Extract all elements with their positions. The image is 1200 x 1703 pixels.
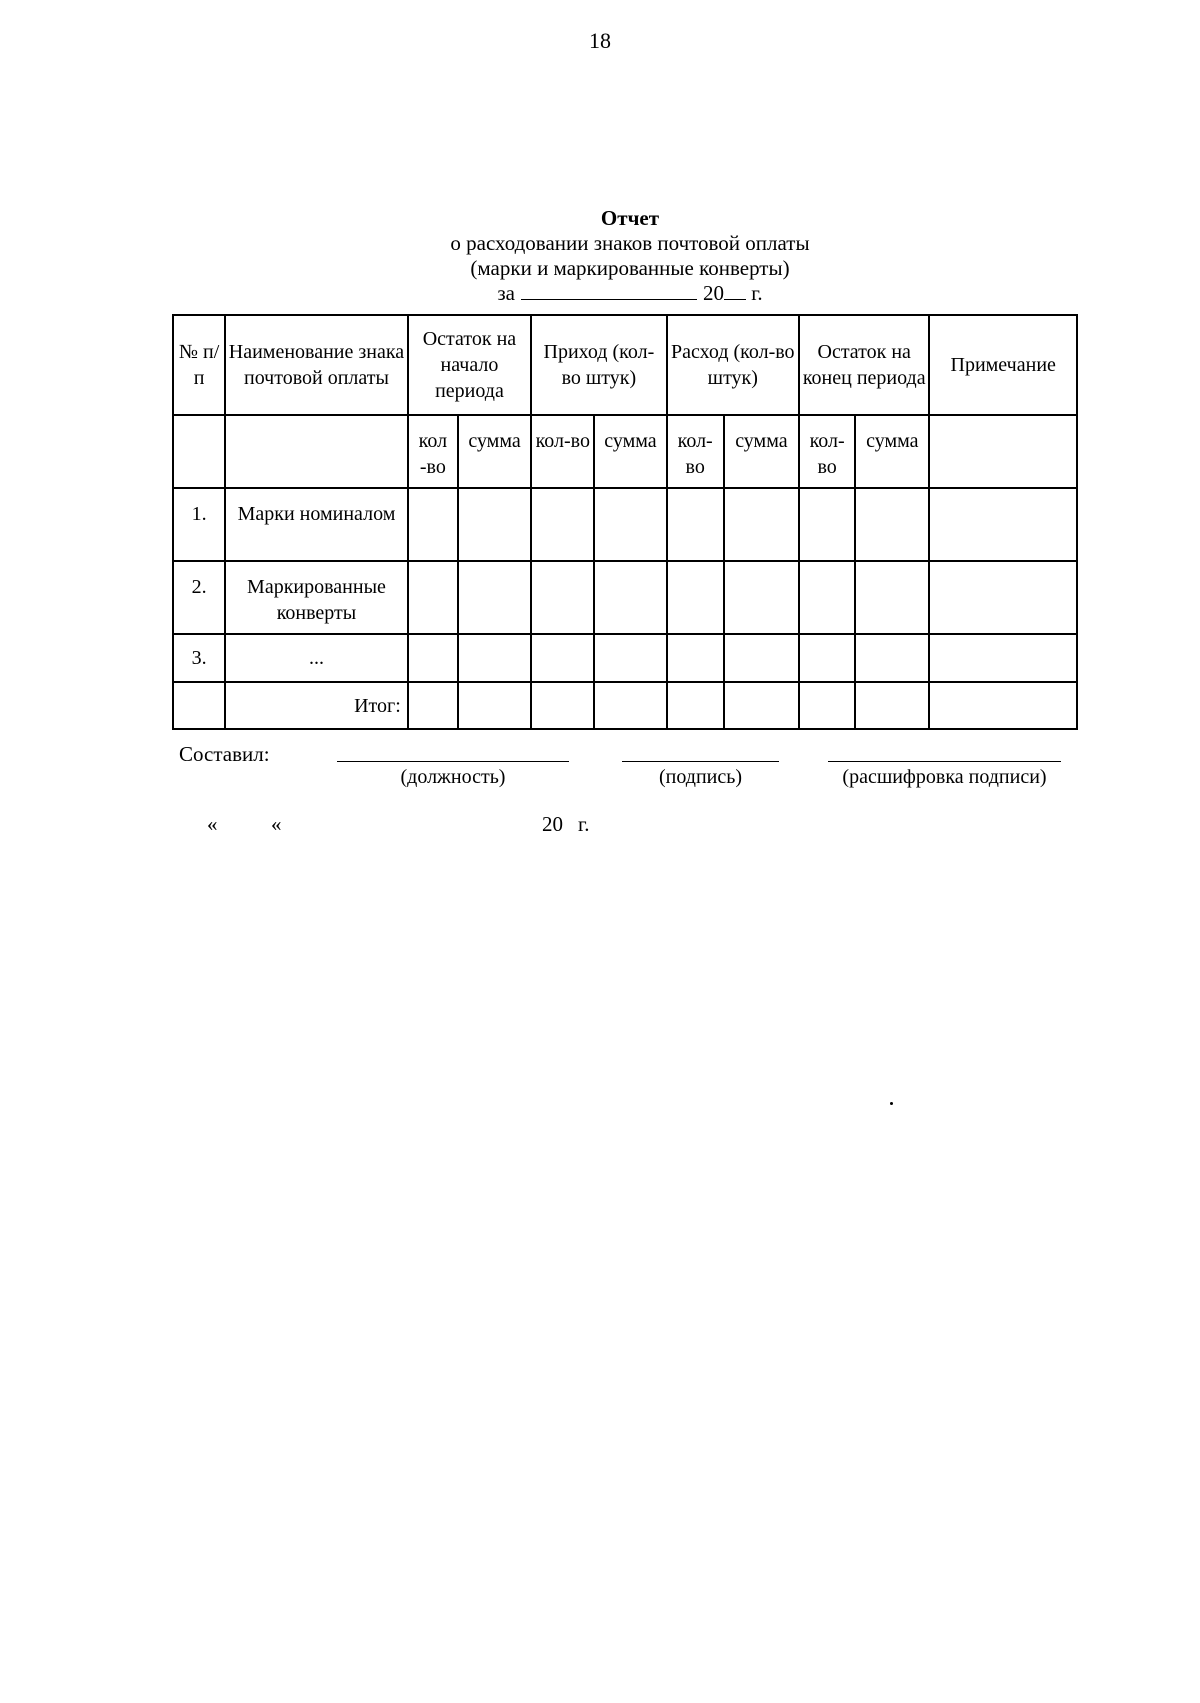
header-start-balance: Остаток на начало периода [408, 315, 531, 415]
subheader-start-sum: сумма [458, 415, 531, 488]
row-cell [799, 488, 855, 561]
report-title-block [390, 206, 870, 306]
row-cell [855, 682, 929, 729]
row-name: Марки номиналом [225, 488, 408, 561]
date-year: 20 [542, 812, 563, 836]
row-cell [724, 634, 799, 682]
row-cell [594, 682, 666, 729]
header-note: Примечание [929, 315, 1077, 415]
subheader-end-qty: кол-во [799, 415, 855, 488]
report-subtitle-line1: о расходовании знаков почтовой оплаты [450, 231, 810, 255]
subheader-income-sum: сумма [594, 415, 666, 488]
subheader-row [173, 415, 1077, 488]
total-empty-num [173, 682, 225, 729]
subheader-expense-sum: сумма [724, 415, 799, 488]
subheader-expense-qty: кол-во [667, 415, 724, 488]
table-row [173, 634, 1077, 682]
row-cell [594, 634, 666, 682]
table-row [173, 488, 1077, 561]
row-cell [799, 634, 855, 682]
date-open-quote: « [207, 812, 218, 836]
row-cell [929, 561, 1077, 634]
decoding-caption: (расшифровка подписи) [842, 766, 1047, 788]
row-num: 1. [173, 488, 225, 561]
report-title: Отчет [600, 206, 660, 230]
row-cell [929, 634, 1077, 682]
row-cell [458, 488, 531, 561]
row-cell [531, 561, 594, 634]
subheader-empty-name [225, 415, 408, 488]
compiled-by-label: Составил: [179, 742, 270, 766]
row-cell [667, 682, 724, 729]
report-period [390, 281, 870, 306]
row-cell [408, 561, 458, 634]
row-cell [855, 561, 929, 634]
row-cell [855, 488, 929, 561]
stray-dot [890, 1102, 893, 1105]
page-number: 18 [589, 28, 611, 53]
header-end-balance: Остаток на конец периода [799, 315, 929, 415]
row-cell [408, 488, 458, 561]
period-year: 20 [702, 281, 724, 305]
row-name: ... [225, 634, 408, 682]
total-label: Итог: [225, 682, 408, 729]
row-cell [531, 488, 594, 561]
row-cell [594, 488, 666, 561]
period-blank [521, 281, 697, 300]
position-caption: (должность) [400, 766, 506, 788]
row-cell [458, 634, 531, 682]
header-num: № п/п [173, 315, 225, 415]
report-table [172, 314, 1078, 730]
row-cell [724, 682, 799, 729]
table-row [173, 561, 1077, 634]
row-cell [531, 682, 594, 729]
row-cell [458, 682, 531, 729]
row-cell [724, 488, 799, 561]
subheader-empty-num [173, 415, 225, 488]
row-num: 2. [173, 561, 225, 634]
subheader-income-qty: кол-во [531, 415, 594, 488]
row-cell [594, 561, 666, 634]
row-cell [667, 488, 724, 561]
subheader-empty-note [929, 415, 1077, 488]
row-cell [458, 561, 531, 634]
signature-caption: (подпись) [658, 766, 743, 788]
subheader-end-sum: сумма [855, 415, 929, 488]
date-close-quote: « [271, 812, 282, 836]
row-cell [408, 682, 458, 729]
year-blank [724, 281, 746, 300]
row-cell [855, 634, 929, 682]
row-name: Маркированные конверты [225, 561, 408, 634]
row-cell [667, 634, 724, 682]
decoding-line [828, 761, 1061, 762]
date-suffix: г. [578, 812, 590, 836]
header-name: Наименование знака почтовой оплаты [225, 315, 408, 415]
row-cell [408, 634, 458, 682]
total-row [173, 682, 1077, 729]
header-expense: Расход (кол-во штук) [667, 315, 799, 415]
report-subtitle-line2: (марки и маркированные конверты) [470, 256, 790, 280]
period-prefix: за [497, 281, 515, 305]
period-suffix: г. [751, 281, 763, 305]
row-cell [531, 634, 594, 682]
row-cell [929, 682, 1077, 729]
row-cell [799, 561, 855, 634]
subheader-start-qty: кол -во [408, 415, 458, 488]
row-cell [929, 488, 1077, 561]
row-cell [667, 561, 724, 634]
row-cell [799, 682, 855, 729]
row-cell [724, 561, 799, 634]
row-num: 3. [173, 634, 225, 682]
signature-line [622, 761, 779, 762]
header-income: Приход (кол-во штук) [531, 315, 666, 415]
position-line [337, 761, 569, 762]
header-row [173, 315, 1077, 415]
